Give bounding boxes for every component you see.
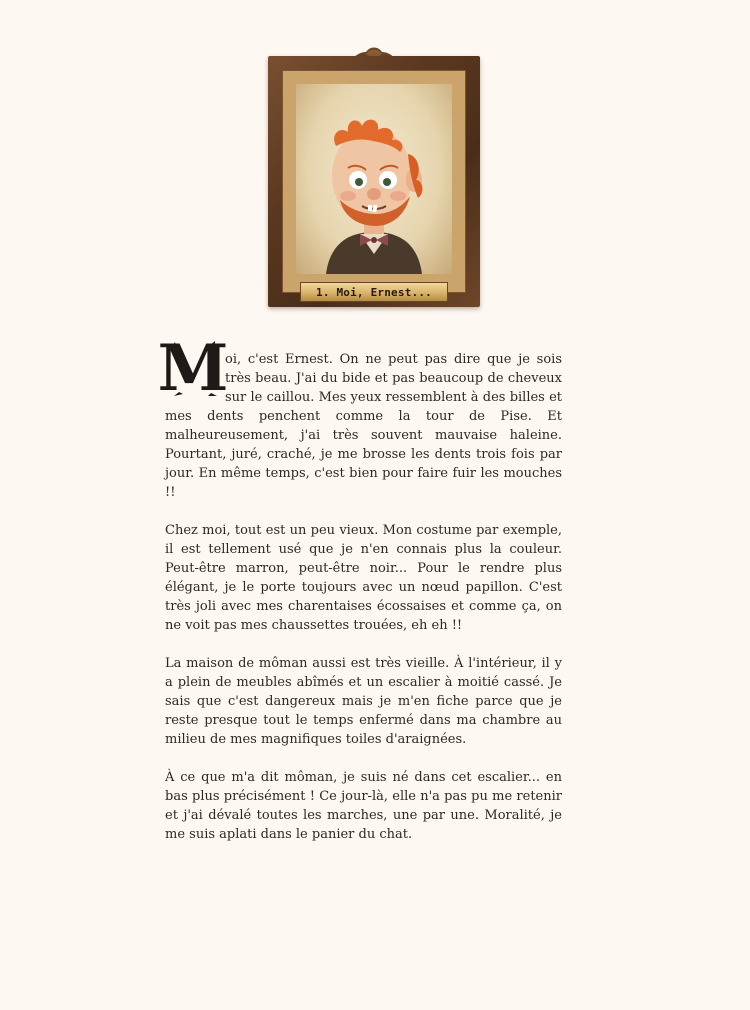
paragraph-4: À ce que m'a dit môman, je suis né dans cet escalier... en bas plus précisément ! Ce jour-là, elle n'a pas pu me retenir et j'ai dévalé toutes les marches, une par une. Moralité, je me suis aplati dans le panier du chat. (165, 770, 562, 842)
story-text (157, 331, 562, 863)
drop-cap-glyph (157, 331, 229, 406)
paragraph-1 (157, 331, 562, 502)
drop-cap-text: M (157, 331, 229, 406)
portrait-frame (268, 56, 480, 307)
paragraph-2: Chez moi, tout est un peu vieux. Mon costume par exemple, il est tellement usé que je n'en connais plus la couleur. Peut-être marron, peut-être noir... Pour le rendre plus élégant, je le porte toujours avec un nœud papillon. C'est très joli avec mes charentaises écossaises et comme ça, on ne voit pas mes chaussettes trouées, eh eh !! (165, 523, 562, 633)
portrait-caption-plaque: 1. Moi, Ernest... (300, 282, 448, 302)
paragraph-1-text: oi, c'est Ernest. On ne peut pas dire que je sois très beau. J'ai du bide et pas beaucoup de cheveux sur le caillou. Mes yeux ressemblent à des billes et mes dents penchent comme la tour de Pise. Et malheureusement, j'ai très souvent mauvaise haleine. Pourtant, juré, craché, je me brosse les dents trois fois par jour. En même temps, c'est bien pour faire fuir les mouches !! (165, 352, 562, 500)
ernest-portrait-drawing (296, 84, 452, 274)
drop-cap-letter (157, 331, 229, 406)
paragraph-3: La maison de môman aussi est très vieille. À l'intérieur, il y a plein de meubles abîmés et un escalier à moitié cassé. Je sais que c'est dangereux mais je m'en fiche parce que je reste presque tout le temps enfermé dans ma chambre au milieu de mes magnifiques toiles d'araignées. (165, 656, 562, 747)
ernest-portrait-illustration (296, 84, 452, 274)
